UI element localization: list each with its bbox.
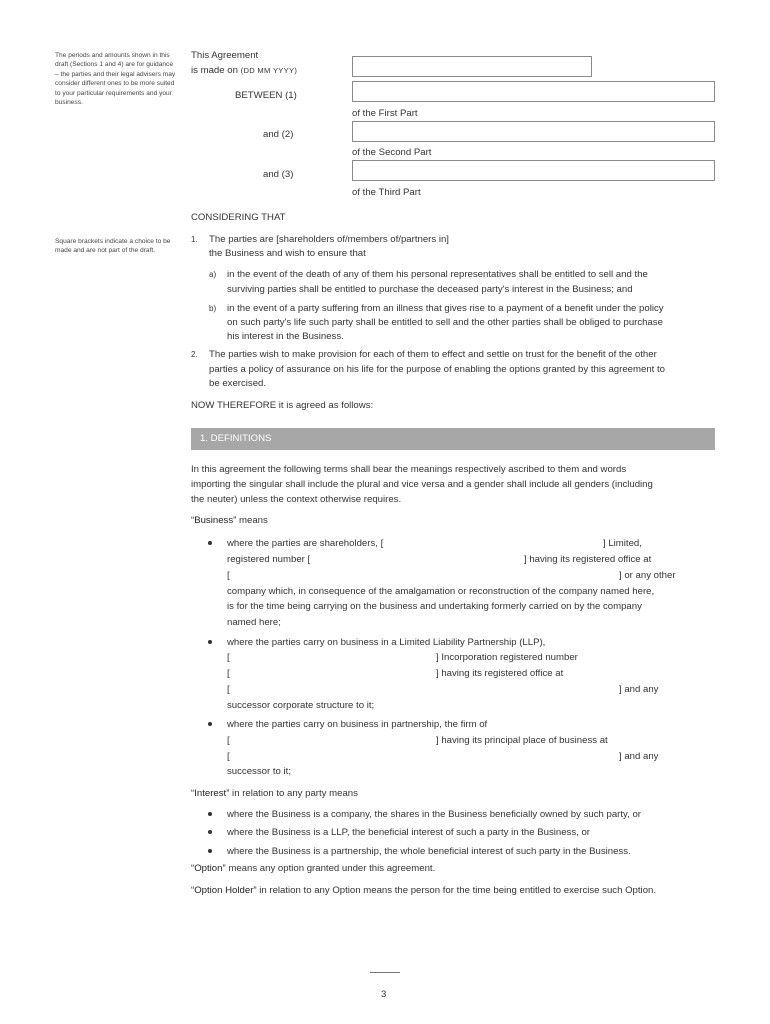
option-term: “Option”: [191, 863, 226, 874]
business-b1-l2b: ] having its registered office at: [524, 554, 652, 565]
business-b1-line: company which, in consequence of the amalgamation or reconstruction of the company named here,: [227, 586, 655, 597]
business-b3-l2a: [: [227, 735, 230, 746]
business-b2-l4b: ] and any: [619, 684, 659, 695]
option-definition: [191, 862, 435, 876]
bullet-icon: [208, 541, 212, 545]
recital-2-line: parties a policy of assurance on his life for the purpose of enabling the options granted by this agreement to: [209, 364, 665, 375]
business-b2-line: successor corporate structure to it;: [227, 700, 375, 711]
made-on-label: [191, 64, 297, 78]
third-part-label: of the Third Part: [352, 187, 421, 198]
business-b3-l3b: ] and any: [619, 751, 659, 762]
business-term: “Business”: [191, 515, 237, 526]
and-2-label: and (2): [263, 129, 294, 140]
first-part-label: of the First Part: [352, 108, 418, 119]
recital-2-number: 2.: [191, 350, 198, 359]
made-on-text: is made on: [191, 65, 238, 76]
business-b3-line: successor to it;: [227, 766, 291, 777]
business-b2-l2b: ] Incorporation registered number: [436, 652, 578, 663]
and-3-label: and (3): [263, 169, 294, 180]
business-definition: [191, 514, 268, 528]
definitions-heading-bar: 1. DEFINITIONS: [191, 428, 715, 450]
business-b2-l3a: [: [227, 668, 230, 679]
interest-term: “Interest”: [191, 788, 230, 799]
definitions-intro-line: importing the singular shall include the plural and vice versa and a gender shall include all genders (including: [191, 479, 653, 490]
option-means: means any option granted under this agreement.: [225, 863, 436, 874]
business-b1-l3b: ] or any other: [619, 570, 676, 581]
interest-bullet-line: where the Business is a partnership, the whole beneficial interest of such party in the Business.: [227, 846, 631, 857]
business-b3-line: where the parties carry on business in partnership, the firm of: [227, 719, 488, 730]
option-holder-term: “Option Holder”: [191, 885, 257, 896]
business-b3-l3a: [: [227, 751, 230, 762]
footer-rule: [370, 972, 400, 973]
interest-bullet-line: where the Business is a LLP, the beneficial interest of such a party in the Business, or: [227, 827, 590, 838]
party-3-field[interactable]: [352, 160, 715, 181]
recital-a-label: a): [209, 270, 217, 279]
party-2-field[interactable]: [352, 121, 715, 142]
business-b1-line: named here;: [227, 617, 281, 628]
recital-b-line: on such party's life such party shall be entitled to sell and the other parties shall be obliged to purchase: [227, 317, 663, 328]
interest-means: in relation to any party means: [229, 788, 358, 799]
second-part-label: of the Second Part: [352, 147, 432, 158]
party-1-field[interactable]: [352, 81, 715, 102]
recital-2-line: The parties wish to make provision for each of them to effect and settle on trust for the benefit of the other: [209, 349, 657, 360]
business-b3-l2b: ] having its principal place of business at: [436, 735, 608, 746]
recital-2-line: be exercised.: [209, 378, 267, 389]
business-b2-l2a: [: [227, 652, 230, 663]
between-label: BETWEEN (1): [235, 90, 297, 101]
business-means: means: [236, 515, 268, 526]
business-b2-l4a: [: [227, 684, 230, 695]
recital-1-line: The parties are [shareholders of/members of/partners in]: [209, 234, 449, 245]
recital-b-label: b): [209, 304, 217, 313]
recital-1-number: 1.: [191, 235, 198, 244]
recital-a-line: in the event of the death of any of them his personal representatives shall be entitled to sell and the: [227, 269, 648, 280]
interest-definition: [191, 787, 358, 801]
bullet-icon: [208, 722, 212, 726]
date-format-hint: (DD MM YYYY): [240, 66, 298, 75]
sidenote-brackets: Square brackets indicate a choice to be made and are not part of the draft.: [55, 238, 171, 255]
business-b2-line: where the parties carry on business in a Limited Liability Partnership (LLP),: [227, 637, 546, 648]
recital-b-line: in the event of a party suffering from an illness that gives rise to a payment of a benefit under the policy: [227, 303, 664, 314]
bullet-icon: [208, 849, 212, 853]
recital-b-line: his interest in the Business.: [227, 331, 344, 342]
bullet-icon: [208, 830, 212, 834]
recital-1-line: the Business and wish to ensure that: [209, 248, 366, 259]
bullet-icon: [208, 640, 212, 644]
agreement-title: This Agreement: [191, 50, 259, 61]
interest-bullet-line: where the Business is a company, the shares in the Business beneficially owned by such party, or: [227, 809, 641, 820]
sidenote-periods: The periods and amounts shown in this draft (Sections 1 and 4) are for guidance – the parties and their legal advisers may consider different ones to be more suited to your particular requirements and your business.: [55, 52, 176, 107]
business-b1-l3a: [: [227, 570, 230, 581]
business-b2-l3b: ] having its registered office at: [436, 668, 564, 679]
business-b1-l1b: ] Limited,: [603, 538, 642, 549]
date-field[interactable]: [352, 56, 592, 77]
option-holder-definition: [191, 884, 656, 898]
considering-heading: CONSIDERING THAT: [191, 212, 286, 223]
business-b1-line: is for the time being carrying on the business and undertaking formerly carried on by the company: [227, 601, 642, 612]
business-b1-l2a: registered number [: [227, 554, 311, 565]
definitions-intro-line: In this agreement the following terms shall bear the meanings respectively ascribed to them and words: [191, 464, 627, 475]
business-b1-l1a: where the parties are shareholders, [: [227, 538, 384, 549]
bullet-icon: [208, 812, 212, 816]
definitions-intro-line: the neuter) unless the context otherwise requires.: [191, 494, 402, 505]
now-therefore-text: NOW THEREFORE it is agreed as follows:: [191, 400, 374, 411]
page-number: 3: [381, 989, 387, 1000]
recital-a-line: surviving parties shall be entitled to purchase the deceased party's interest in the Business; and: [227, 284, 633, 295]
option-holder-means: in relation to any Option means the person for the time being entitled to exercise such Option.: [256, 885, 657, 896]
